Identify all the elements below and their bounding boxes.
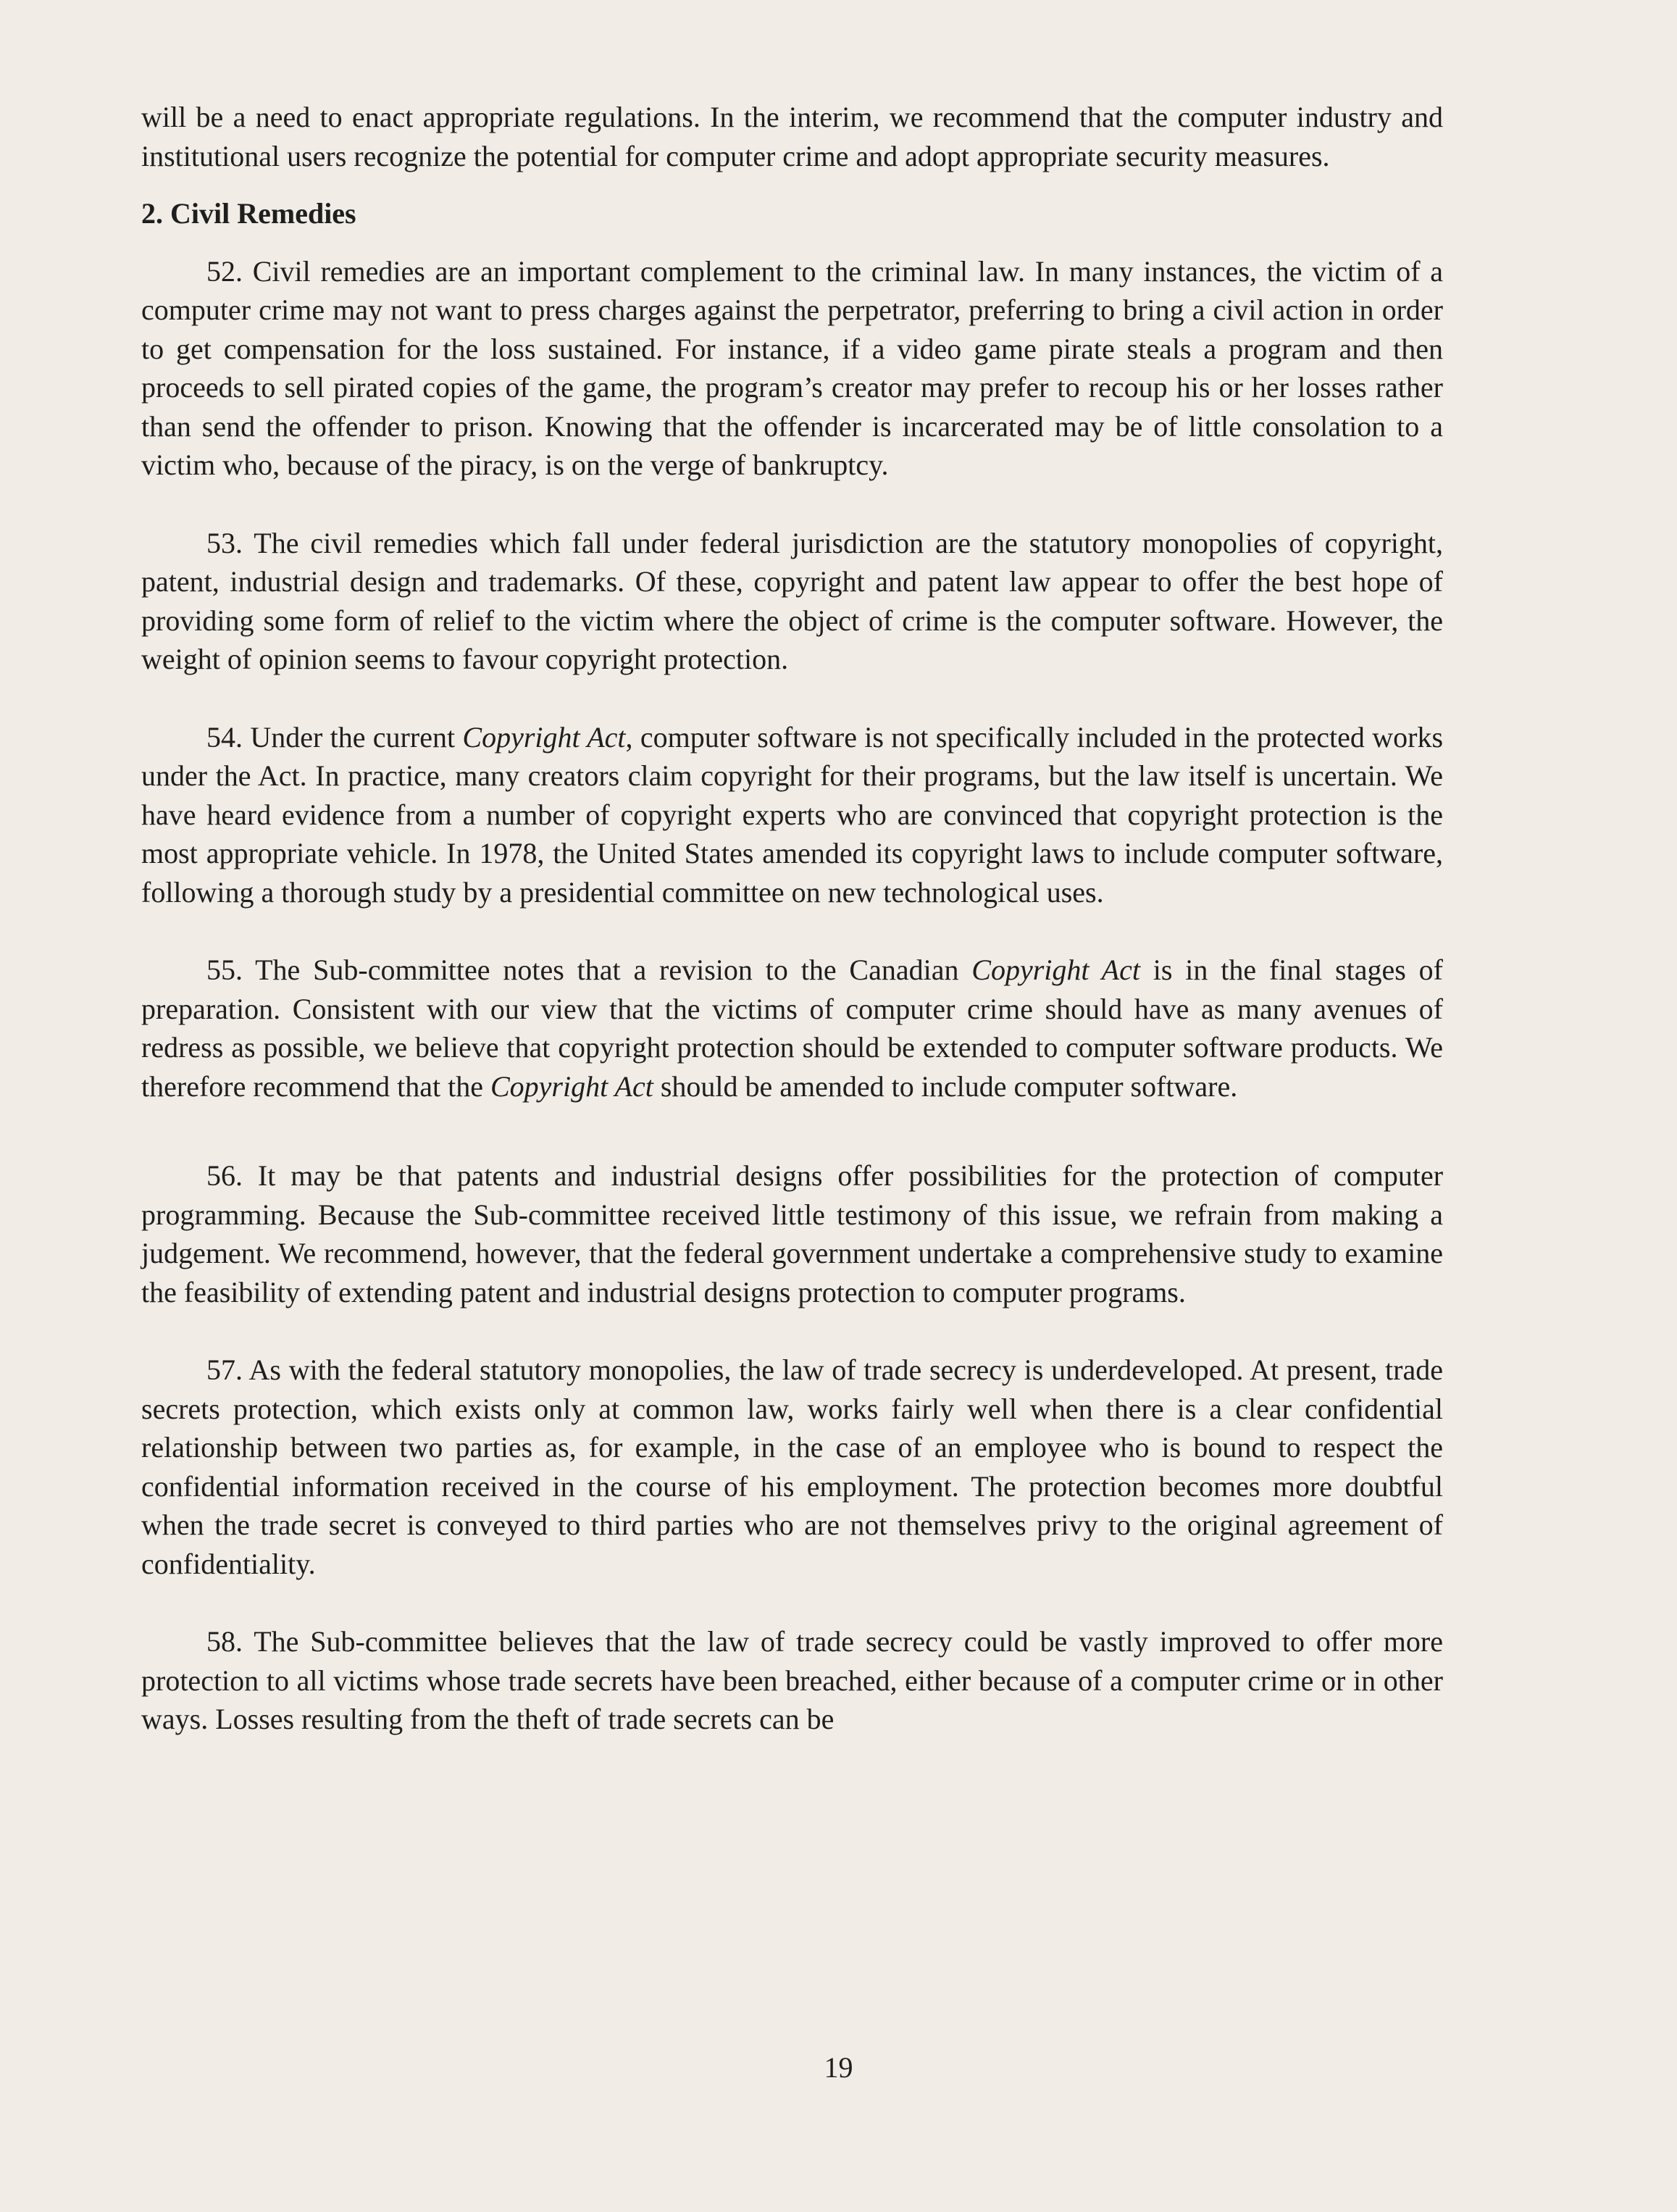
- paragraph-text: Under the current: [250, 720, 463, 754]
- paragraph-text: The civil remedies which fall under federal jurisdiction are the statutory monopolies of copyright, patent, industrial design and trademarks. Of these, copyright and patent law appear to offer the best hope of providing some form of relief to the victim where the object of crime is the computer software. However, the weight of opinion seems to favour copyright protection.: [141, 526, 1443, 675]
- paragraph-55: [141, 951, 1443, 1106]
- paragraph-57: [141, 1351, 1443, 1583]
- paragraph-number: 58.: [206, 1625, 243, 1658]
- section-heading: 2. Civil Remedies: [141, 197, 356, 230]
- paragraph-text: As with the federal statutory monopolies, the law of trade secrecy is underdeveloped. At present, trade secrets protection, which exists only at common law, works fairly well when there is a clear confidential relationship between two parties as, for example, in the case of an employee who is bound to respect the confidential information received in the course of his employment. The protection becomes more doubtful when the trade secret is conveyed to third parties who are not themselves privy to the original agreement of confidentiality.: [141, 1353, 1443, 1580]
- paragraph-number: 54.: [206, 720, 243, 754]
- act-title: Copyright Act: [462, 720, 626, 754]
- paragraph-text: It may be that patents and industrial designs offer possibilities for the protection of computer programming. Because the Sub-committee received little testimony of this issue, we refrain from making a judgement. We recommend, however, that the federal government undertake a comprehensive study to examine the feasibility of extending patent and industrial designs protection to computer programs.: [141, 1159, 1444, 1309]
- paragraph-54: [141, 718, 1443, 912]
- paragraph-number: 55.: [206, 953, 243, 986]
- act-title: Copyright Act: [971, 953, 1140, 986]
- paragraph-text: is in the final stages of preparation. Consistent with our view that the victims of computer crime should have as many avenues of redress as possible, we believe that copyright protection should be extended to computer software products. We therefore recommend that the: [141, 953, 1443, 1103]
- paragraph-text: The Sub-committee believes that the law of trade secrecy could be vastly improved to offer more protection to all victims whose trade secrets have been breached, either because of a computer crime or in other ways. Losses resulting from the theft of trade secrets can be: [141, 1625, 1443, 1735]
- paragraph-56: [141, 1156, 1443, 1311]
- act-title: Copyright Act: [490, 1069, 653, 1103]
- paragraph-number: 56.: [206, 1159, 243, 1192]
- paragraph-number: 52.: [206, 254, 243, 288]
- intro-paragraph: will be a need to enact appropriate regulations. In the interim, we recommend that the computer industry and institutional users recognize the potential for computer crime and adopt appropriate security measures.: [141, 101, 1443, 172]
- paragraph-number: 57.: [206, 1353, 243, 1386]
- page-body: [141, 98, 1443, 1739]
- paragraph-53: [141, 524, 1443, 679]
- page-number: 19: [824, 2051, 853, 2084]
- paragraph-number: 53.: [206, 526, 243, 559]
- paragraph-text: should be amended to include computer software.: [653, 1069, 1238, 1103]
- paragraph-58: [141, 1622, 1443, 1739]
- paragraph-52: [141, 252, 1443, 485]
- paragraph-text: Civil remedies are an important complement to the criminal law. In many instances, the victim of a computer crime may not want to press charges against the perpetrator, preferring to bring a civil action in order to get compensation for the loss sustained. For instance, if a video game pirate steals a program and then proceeds to sell pirated copies of the game, the program’s creator may prefer to recoup his or her losses rather than send the offender to prison. Knowing that the offender is incarcerated may be of little consolation to a victim who, because of the piracy, is on the verge of bankruptcy.: [141, 254, 1444, 481]
- paragraph-text: The Sub-committee notes that a revision to the Canadian: [255, 953, 972, 986]
- paragraph-text: , computer software is not specifically included in the protected works under the Act. In practice, many creators claim copyright for their programs, but the law itself is uncertain. We have heard evidence from a number of copyright experts who are convinced that copyright protection is the most appropriate vehicle. In 1978, the United States amended its copyright laws to include computer software, following a thorough study by a presidential committee on new technological uses.: [141, 720, 1444, 909]
